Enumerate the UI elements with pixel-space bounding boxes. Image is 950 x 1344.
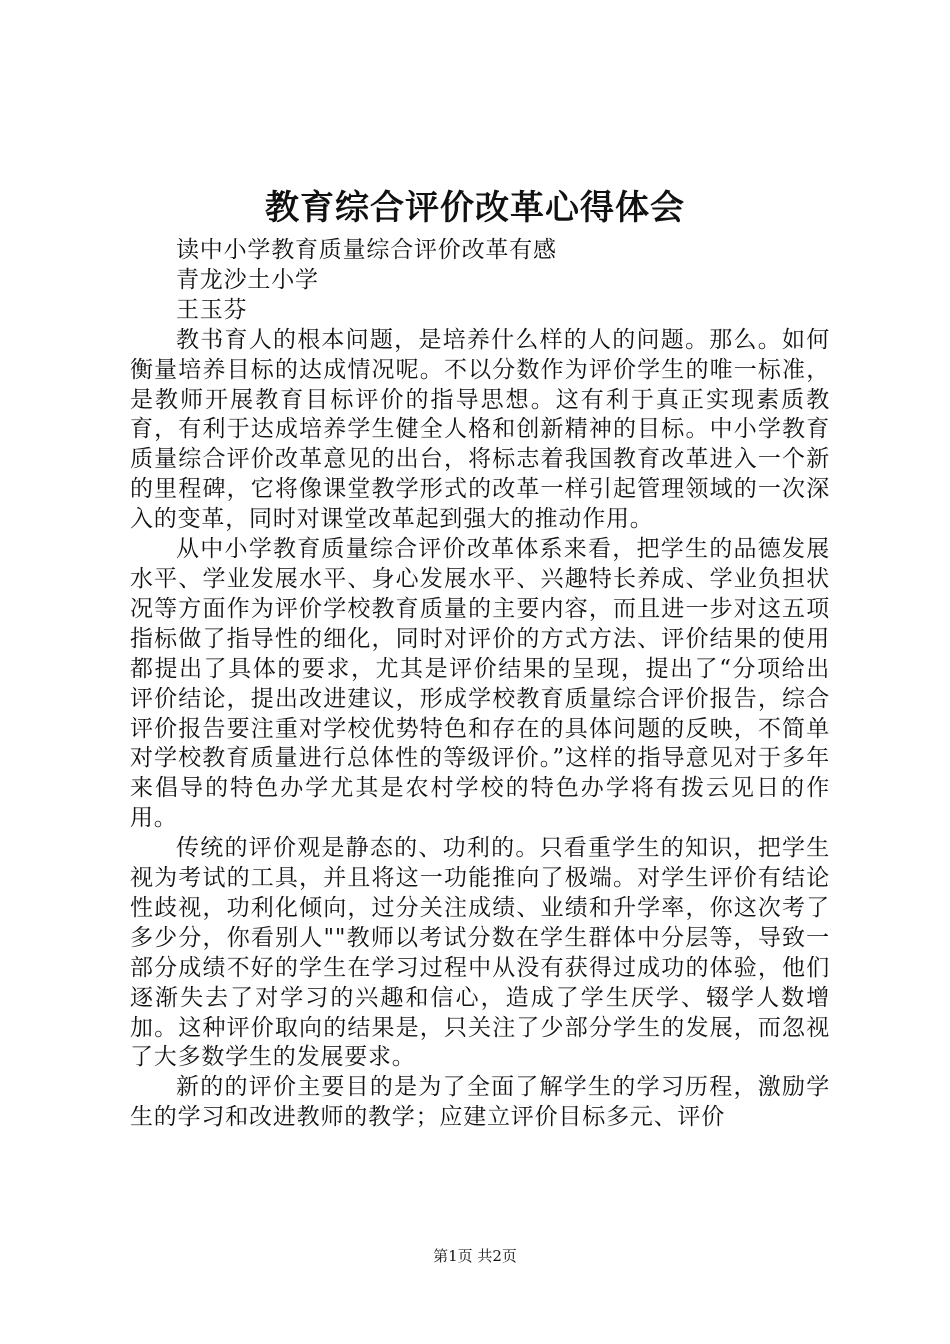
author-name: 王玉芬 <box>176 296 248 323</box>
document-title: 教育综合评价改革心得体会 <box>265 188 685 228</box>
paragraph-1: 教书育人的根本问题，是培养什么样的人的问题。那么。如何衡量培养目标的达成情况呢。不以分数作为评价学生的唯一标准，是教师开展教育目标评价的指导思想。这有利于真正实现素质教育，有利于达成培养学生健全人格和创新精神的目标。中小学教育质量综合评价改革意见的出台，将标志着我国教育改革进入一个新的里程碑，它将像课堂教学形式的改革一样引起管理领域的一次深入的变革，同时对课堂改革起到强大的推动作用。 <box>130 326 830 533</box>
school-name: 青龙沙土小学 <box>176 266 319 293</box>
paragraph-3: 传统的评价观是静态的、功利的。只看重学生的知识，把学生视为考试的工具，并且将这一功能推向了极端。对学生评价有结论性歧视，功利化倾向，过分关注成绩、业绩和升学率，你这次考了多少分，你看别人""教师以考试分数在学生群体中分层等，导致一部分成绩不好的学生在学习过程中从没有获得过成功的体验，他们逐渐失去了对学习的兴趣和信心，造成了学生厌学、辍学人数增加。这种评价取向的结果是，只关注了少部分学生的发展，而忽视了大多数学生的发展要求。 <box>130 835 830 1071</box>
document-body <box>130 236 830 1133</box>
paragraph-4: 新的的评价主要目的是为了全面了解学生的学习历程，激励学生的学习和改进教师的教学；应建立评价目标多元、评价 <box>130 1074 830 1131</box>
paragraph-2: 从中小学教育质量综合评价改革体系来看，把学生的品德发展水平、学业发展水平、身心发展水平、兴趣特长养成、学业负担状况等方面作为评价学校教育质量的主要内容，而且进一步对这五项指标做了指导性的细化，同时对评价的方式方法、评价结果的使用都提出了具体的要求，尤其是评价结果的呈现，提出了“分项给出评价结论，提出改进建议，形成学校教育质量综合评价报告，综合评价报告要注重对学校优势特色和存在的具体问题的反映，不简单对学校教育质量进行总体性的等级评价。”这样的指导意见对于多年来倡导的特色办学尤其是农村学校的特色办学将有拨云见日的作用。 <box>130 536 830 832</box>
document-subtitle: 读中小学教育质量综合评价改革有感 <box>176 237 557 263</box>
page-number: 第1页 共2页 <box>433 1247 517 1265</box>
